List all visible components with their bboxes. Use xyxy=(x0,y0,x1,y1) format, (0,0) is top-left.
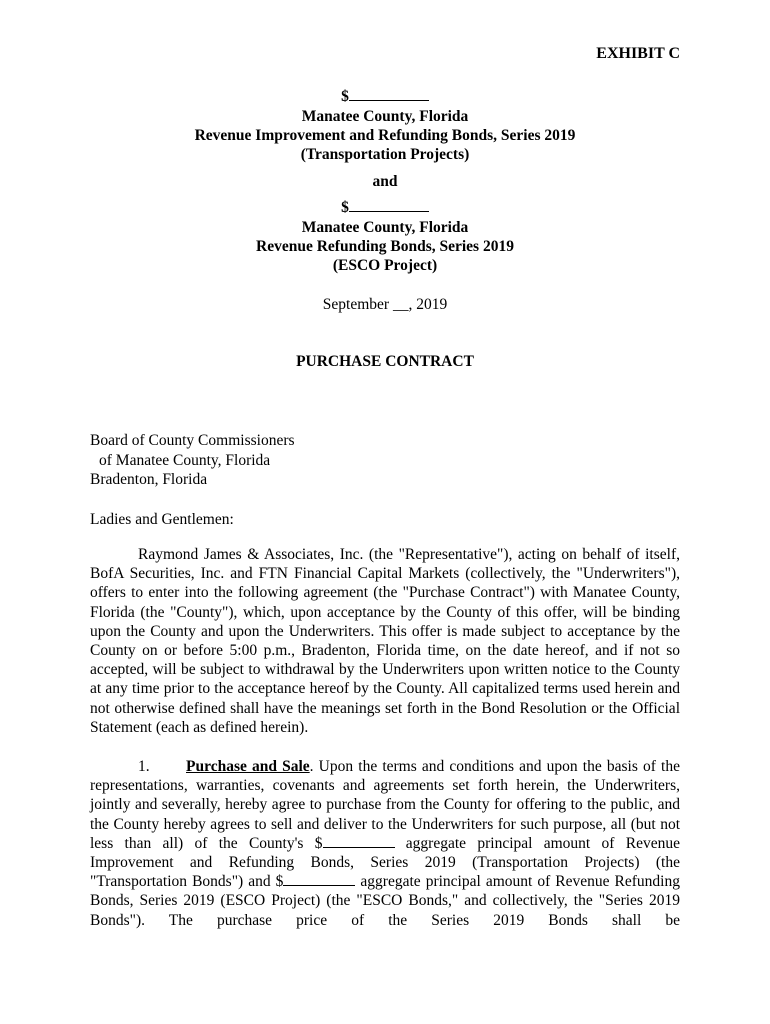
addressee-line: Bradenton, Florida xyxy=(90,471,208,488)
amount-blank xyxy=(323,835,395,848)
salutation: Ladies and Gentlemen: xyxy=(90,511,234,528)
section-heading: Purchase and Sale xyxy=(186,758,310,775)
section-number: 1. xyxy=(138,758,150,775)
amount-blank xyxy=(349,88,429,101)
section-text: aggregate principal amount of Revenue Improvement and Refunding Bonds, Series 2019 (Transportation Projects) (the "Transportation Bonds") and $ xyxy=(90,834,680,891)
project-1: (Transportation Projects) xyxy=(300,146,470,163)
section-text: aggregate principal amount of Revenue Refunding Bonds, Series 2019 (ESCO Project) (the "ESCO Bonds," and collectively, the "Series 2019 Bonds"). The purchase price of the Series 2019 Bonds shall be xyxy=(90,873,680,929)
section-1-paragraph xyxy=(90,757,680,930)
amount-line-1 xyxy=(0,88,770,106)
addressee-line: of Manatee County, Florida xyxy=(99,451,271,469)
section-text: . Upon the terms and conditions and upon the basis of the representations, warranties, covenants and agreements set forth herein, the Underwriters, jointly and severally, hereby agree to purchase from the County for offering to the public, and the County hereby agrees to sell and deliver to the Underwriters for such purpose, all (but not less than all) of the County's $ xyxy=(90,758,680,852)
conjunction: and xyxy=(372,173,398,190)
issuer-1: Manatee County, Florida xyxy=(301,108,469,125)
amount-line-2 xyxy=(0,199,770,217)
exhibit-label: EXHIBIT C xyxy=(596,45,680,62)
document-title: PURCHASE CONTRACT xyxy=(296,353,474,370)
series-1: Revenue Improvement and Refunding Bonds, Series 2019 xyxy=(194,127,576,144)
amount-prefix: $ xyxy=(341,88,349,105)
intro-paragraph xyxy=(90,545,680,737)
amount-prefix: $ xyxy=(341,199,349,216)
amount-blank xyxy=(283,873,355,886)
issuer-2: Manatee County, Florida xyxy=(301,219,469,236)
amount-blank xyxy=(349,199,429,212)
project-2: (ESCO Project) xyxy=(332,257,438,274)
contract-date: September __, 2019 xyxy=(322,296,448,313)
intro-text: Raymond James & Associates, Inc. (the "Representative"), acting on behalf of itself, BofA Securities, Inc. and FTN Financial Capital Markets (collectively, the "Underwriters"), offers to enter into the following agreement (the "Purchase Contract") with Manatee County, Florida (the "County"), which, upon acceptance by the County of this offer, will be binding upon the County and upon the Underwriters. This offer is made subject to acceptance by the County on or before 5:00 p.m., Bradenton, Florida time, on the date hereof, and if not so accepted, will be subject to withdrawal by the Underwriters upon written notice to the County at any time prior to the acceptance hereof by the County. All capitalized terms used herein and not otherwise defined shall have the meanings set forth in the Bond Resolution or the Official Statement (each as defined herein). xyxy=(90,546,680,736)
series-2: Revenue Refunding Bonds, Series 2019 xyxy=(256,238,514,255)
addressee-block xyxy=(90,431,295,490)
addressee-line: Board of County Commissioners xyxy=(90,432,295,449)
